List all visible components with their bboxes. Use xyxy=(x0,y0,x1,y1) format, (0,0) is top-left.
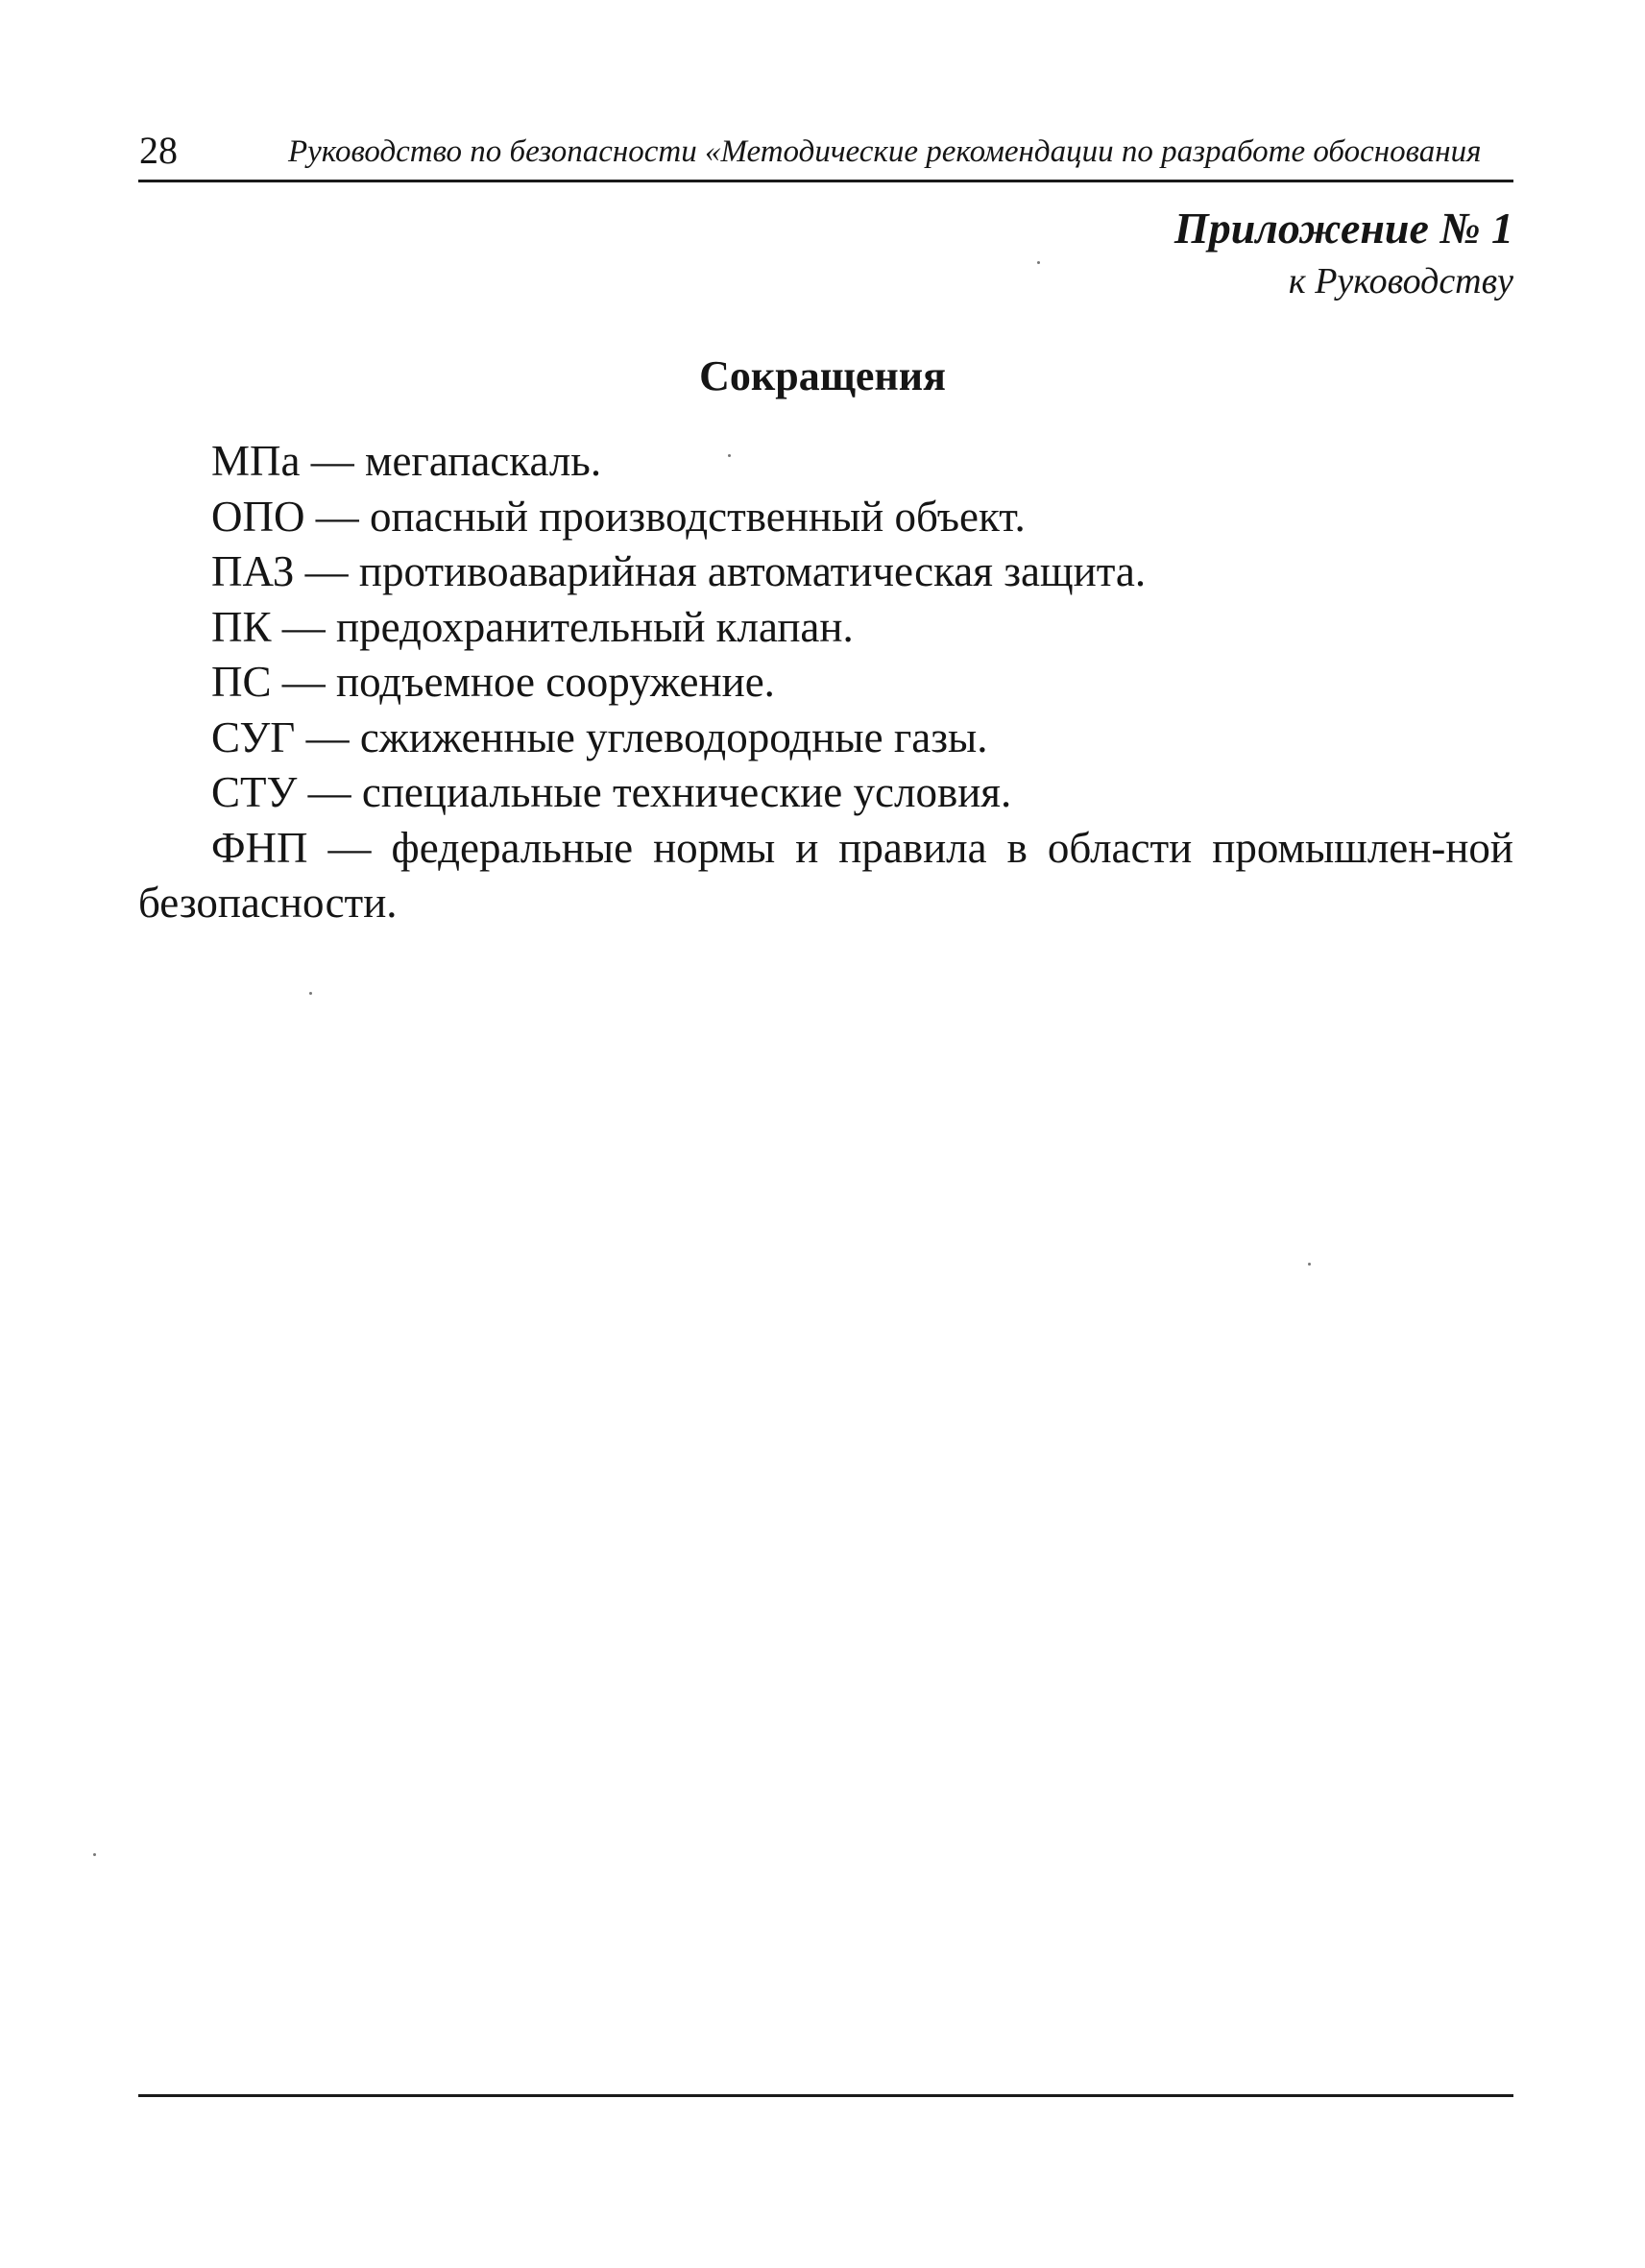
appendix-title: Приложение № 1 xyxy=(1173,204,1513,253)
abbreviation-item xyxy=(138,821,1513,931)
scan-speck xyxy=(728,454,731,457)
abbreviation-description: подъемное сооружение. xyxy=(336,658,775,706)
abbreviation-description: опасный производственный объект. xyxy=(370,492,1026,541)
abbreviation-separator: — xyxy=(327,823,372,872)
abbreviation-separator: — xyxy=(281,602,326,651)
footer-rule xyxy=(138,2094,1513,2097)
abbreviation-item xyxy=(138,765,1513,821)
abbreviation-separator: — xyxy=(281,658,326,706)
abbreviation-code: ОПО xyxy=(211,492,305,541)
abbreviation-item xyxy=(138,434,1513,490)
abbreviation-code: ФНП xyxy=(211,823,308,872)
abbreviation-code: ПК xyxy=(211,602,272,651)
abbreviation-description: противоаварийная автоматическая защита. xyxy=(358,547,1147,595)
scan-speck xyxy=(1308,1263,1311,1266)
header-rule xyxy=(138,180,1513,182)
abbreviation-code: ПАЗ xyxy=(211,547,295,595)
abbreviation-item xyxy=(138,600,1513,656)
scan-speck xyxy=(1037,261,1040,264)
abbreviation-separator: — xyxy=(310,437,354,485)
scan-speck xyxy=(309,992,312,995)
abbreviation-code: СУГ xyxy=(211,712,296,761)
abbreviation-code: МПа xyxy=(211,437,301,485)
appendix-subtitle: к Руководству xyxy=(1288,261,1513,302)
abbreviation-list xyxy=(138,434,1513,931)
abbreviation-description: сжиженные углеводородные газы. xyxy=(359,712,988,761)
abbreviation-description: федеральные нормы и правила в области промышлен-ной безопасности. xyxy=(138,823,1513,927)
page-number: 28 xyxy=(139,129,178,172)
abbreviation-code: СТУ xyxy=(211,768,298,816)
abbreviation-code: ПС xyxy=(211,658,272,706)
abbreviation-description: специальные технические условия. xyxy=(361,768,1012,816)
abbreviation-item xyxy=(138,544,1513,600)
abbreviation-description: мегапаскаль. xyxy=(364,437,602,485)
abbreviation-item xyxy=(138,711,1513,766)
abbreviation-item xyxy=(138,655,1513,711)
running-title: Руководство по безопасности «Методические рекомендации по разработе обоснования xyxy=(288,134,1482,169)
scan-speck xyxy=(93,1853,96,1856)
abbreviation-item xyxy=(138,490,1513,545)
abbreviation-separator: — xyxy=(304,547,349,595)
abbreviation-separator: — xyxy=(307,768,351,816)
section-title: Сокращения xyxy=(699,352,946,399)
abbreviation-separator: — xyxy=(305,712,350,761)
abbreviation-description: предохранительный клапан. xyxy=(336,602,854,651)
abbreviation-separator: — xyxy=(315,492,359,541)
